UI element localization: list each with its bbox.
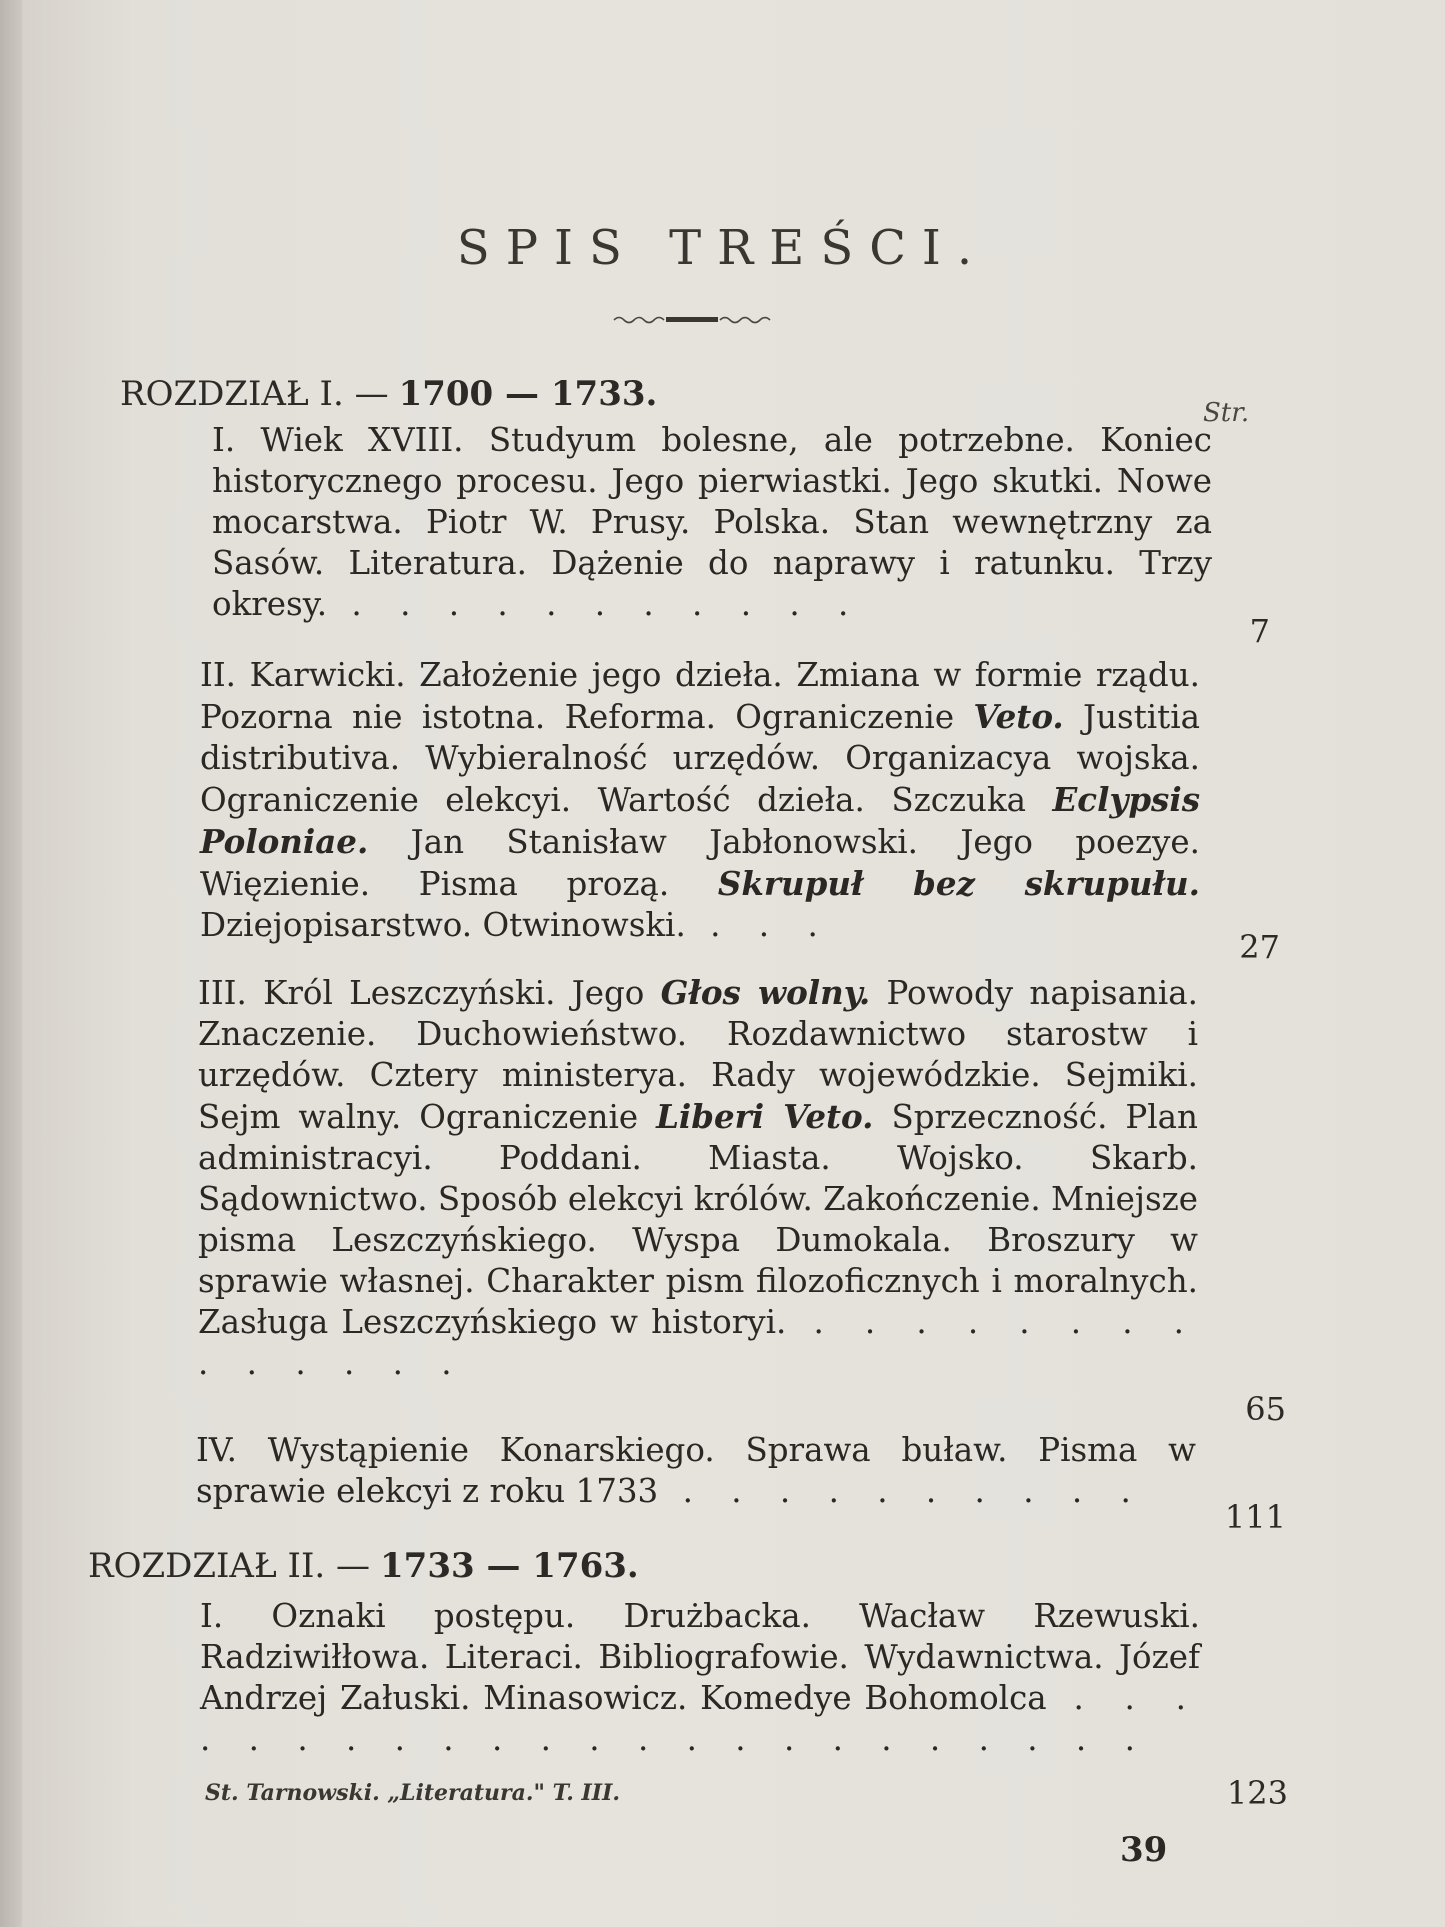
page-number: 65 [1245, 1390, 1286, 1428]
entry-italic-title: Veto. [973, 697, 1064, 736]
entry-text: Dziejopisarstwo. Otwinowski. [200, 906, 686, 944]
chapter-label: ROZDZIAŁ I. — [120, 374, 389, 414]
chapter-label: ROZDZIAŁ II. — [88, 1546, 370, 1586]
entry-italic-title: Liberi Veto. [656, 1097, 874, 1136]
toc-entry [212, 420, 1212, 625]
page-number: 111 [1224, 1498, 1286, 1536]
entry-text: III. Król Leszczyński. Jego [198, 974, 661, 1012]
book-spine [0, 0, 22, 1927]
dot-leader: . . . . . . . . . . [658, 1472, 1145, 1510]
entry-text: I. Wiek XVIII. Studyum bolesne, ale potrzebne. Koniec historycznego procesu. Jego pierwiastki. Jego skutki. Nowe mocarstwa. Piotr W. Prusy. Polska. Stan wewnętrzny za Sasów. Literatura. Dążenie do naprawy i ratunku. Trzy okresy. [212, 421, 1212, 623]
page-number: 27 [1239, 928, 1280, 966]
chapter-heading-1 [120, 374, 657, 414]
page-title: SPIS TREŚCI. [456, 220, 989, 276]
dot-leader: . . . . . . . . . . . . . . . . . . . . . . . [200, 1679, 1200, 1758]
page-number: 7 [1249, 612, 1270, 650]
entry-text: Jan Stanisław Jabłonowski. Jego poezye. Więzienie. Pisma prozą. [200, 823, 1200, 903]
entry-text: Powody napisania. Znaczenie. Duchowieństwo. Rozdawnictwo starostw i urzędów. Cztery ministerya. Rady wojewódzkie. Sejmiki. Sejm walny. Ograniczenie [198, 974, 1198, 1136]
chapter-dates: 1700 — 1733. [398, 374, 658, 414]
dot-leader: . . . [685, 906, 832, 944]
dot-leader: . . . . . . . . . . . [327, 585, 863, 623]
toc-entry [200, 655, 1200, 946]
footer-signature: St. Tarnowski. „Literatura." T. III. [205, 1780, 621, 1806]
entry-italic-title: Głos wolny. [660, 973, 871, 1012]
toc-entry [200, 1596, 1200, 1760]
toc-entry [196, 1430, 1196, 1512]
toc-entry [198, 972, 1198, 1384]
entry-text: IV. Wystąpienie Konarskiego. Sprawa buław. Pisma w sprawie elekcyi z roku 1733 [196, 1431, 1196, 1510]
page-column-label: Str. [1203, 398, 1250, 428]
page-number: 123 [1226, 1774, 1288, 1812]
title-ornament [612, 312, 772, 328]
entry-italic-title: Skrupuł bez skrupułu. [717, 864, 1200, 903]
entry-text: Sprzeczność. Plan administracyi. Poddani. Miasta. Wojsko. Skarb. Sądownictwo. Sposób elekcyi królów. Zakończenie. Mniejsze pisma Leszczyńskiego. Wyspa Dumokala. Broszury w sprawie własnej. Charakter pism filozoficznych i moralnych. Zasługa Leszczyńskiego w historyi. [198, 1098, 1199, 1341]
dot-leader: . . . . . . . . . . . . . . [198, 1303, 1198, 1382]
entry-italic-title: Eclypsis Poloniae. [200, 780, 1200, 861]
entry-text: I. Oznaki postępu. Drużbacka. Wacław Rzewuski. Radziwiłłowa. Literaci. Bibliografowie. Wydawnictwa. Józef Andrzej Załuski. Minasowicz. Komedye Bohomolca [200, 1597, 1200, 1717]
chapter-heading-2 [88, 1546, 639, 1586]
entry-text: Justitia distributiva. Wybieralność urzędów. Organizacya wojska. Ograniczenie elekcyi. Wartość dzieła. Szczuka [200, 698, 1200, 819]
chapter-dates: 1733 — 1763. [380, 1546, 639, 1586]
entry-text: II. Karwicki. Założenie jego dzieła. Zmiana w formie rządu. Pozorna nie istotna. Reforma. Ograniczenie [200, 656, 1200, 736]
sheet-number: 39 [1120, 1830, 1168, 1870]
